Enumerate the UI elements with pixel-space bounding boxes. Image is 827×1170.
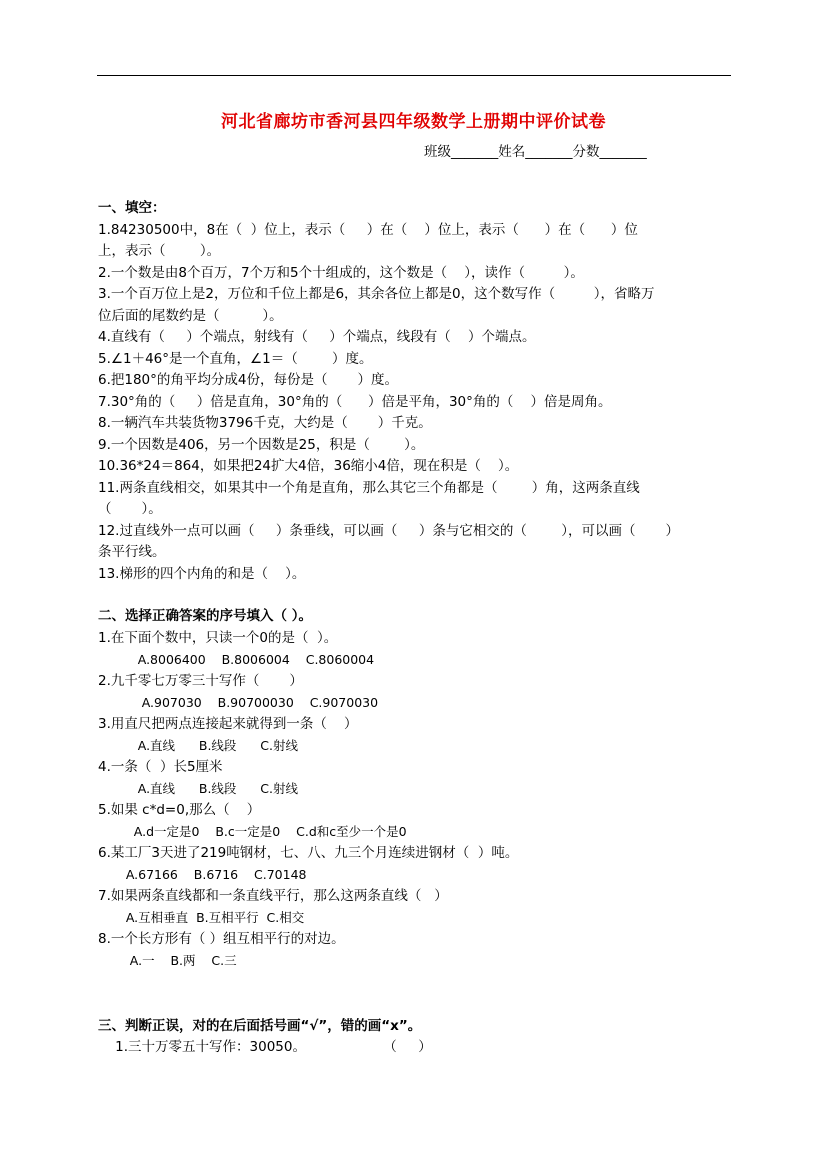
answer-options: A.直线 B.线段 C.射线 [98,781,298,796]
question-line: 10.36*24＝864，如果把24扩大4倍，36缩小4倍，现在积是（ ）。 [98,458,519,474]
header-rule [97,75,731,76]
question-line: 2.一个数是由8个百万，7个万和5个十组成的，这个数是（ ），读作（ ）。 [98,264,584,281]
question-line: 1.84230500中，8在（ ）位上，表示（ ）在（ ）位上，表示（ ）在（ ）位 [98,221,638,238]
question-line: 5.∠1＋46°是一个直角，∠1＝（ ）度。 [98,350,373,367]
question-text: 3.用直尺把两点连接起来就得到一条（ ） [98,715,358,732]
answer-options: A.一 B.两 C.三 [98,953,237,968]
answer-options: A.67166 B.6716 C.70148 [98,867,307,882]
question-line: （ ）。 [98,501,162,517]
answer-options: A.907030 B.90700030 C.9070030 [98,695,379,710]
question-line: 位后面的尾数约是（ ）。 [98,307,283,324]
question-line: 6.把180°的角平均分成4份，每份是（ ）度。 [98,372,399,388]
question-line: 7.30°角的（ ）倍是直角，30°角的（ ）倍是平角，30°角的（ ）倍是周角。 [98,393,612,410]
page-title: 河北省廊坊市香河县四年级数学上册期中评价试卷 [221,112,606,132]
question-text: 1.在下面个数中，只读一个0的是（ ）。 [98,629,338,646]
question-line: 上，表示（ ）。 [98,243,221,259]
question-line: 12.过直线外一点可以画（ ）条垂线，可以画（ ）条与它相交的（ ），可以画（ ） [98,522,679,539]
question-text: 2.九千零七万零三十写作（ ） [98,672,303,689]
question-line: 1.三十万零五十写作：30050。 （ ） [98,1039,432,1055]
question-text: 4.一条（ ）长5厘米 [98,758,223,775]
answer-options: A.直线 B.线段 C.射线 [98,738,298,753]
question-line: 3.一个百万位上是2，万位和千位上都是6，其余各位上都是0，这个数写作（ ），省略万 [98,286,655,302]
answer-options: A.互相垂直 B.互相平行 C.相交 [98,910,305,925]
question-line: 8.一辆汽车共装货物3796千克，大约是（ ）千克。 [98,415,432,431]
section-heading: 三、判断正误，对的在后面括号画“√”，错的画“x”。 [98,1017,422,1034]
question-line: 11.两条直线相交，如果其中一个角是直角，那么其它三个角都是（ ）角，这两条直线 [98,479,640,496]
question-line: 4.直线有（ ）个端点，射线有（ ）个端点，线段有（ ）个端点。 [98,329,536,345]
answer-options: A.d一定是0 B.c一定是0 C.d和c至少一个是0 [98,824,407,839]
answer-options: A.8006400 B.8006004 C.8060004 [98,652,375,667]
question-text: 6.某工厂3天进了219吨钢材，七、八、九三个月连续进钢材（ ）吨。 [98,844,519,861]
section-fill-in [98,198,732,585]
question-text: 5.如果 c*d=0,那么（ ） [98,801,261,818]
question-line: 条平行线。 [98,544,166,560]
student-info: 班级_______姓名_______分数_______ [424,144,647,160]
exam-body [98,198,732,1059]
section-heading: 一、填空： [98,200,166,216]
question-line: 9.一个因数是406，另一个因数是25，积是（ ）。 [98,436,425,453]
section-multiple-choice [98,606,732,972]
question-text: 8.一个长方形有（ ）组互相平行的对边。 [98,930,345,947]
question-text: 7.如果两条直线都和一条直线平行，那么这两条直线（ ） [98,887,448,904]
section-heading: 二、选择正确答案的序号填入（ ）。 [98,608,312,624]
question-line: 13.梯形的四个内角的和是（ ）。 [98,565,306,582]
section-true-false [98,1016,732,1059]
